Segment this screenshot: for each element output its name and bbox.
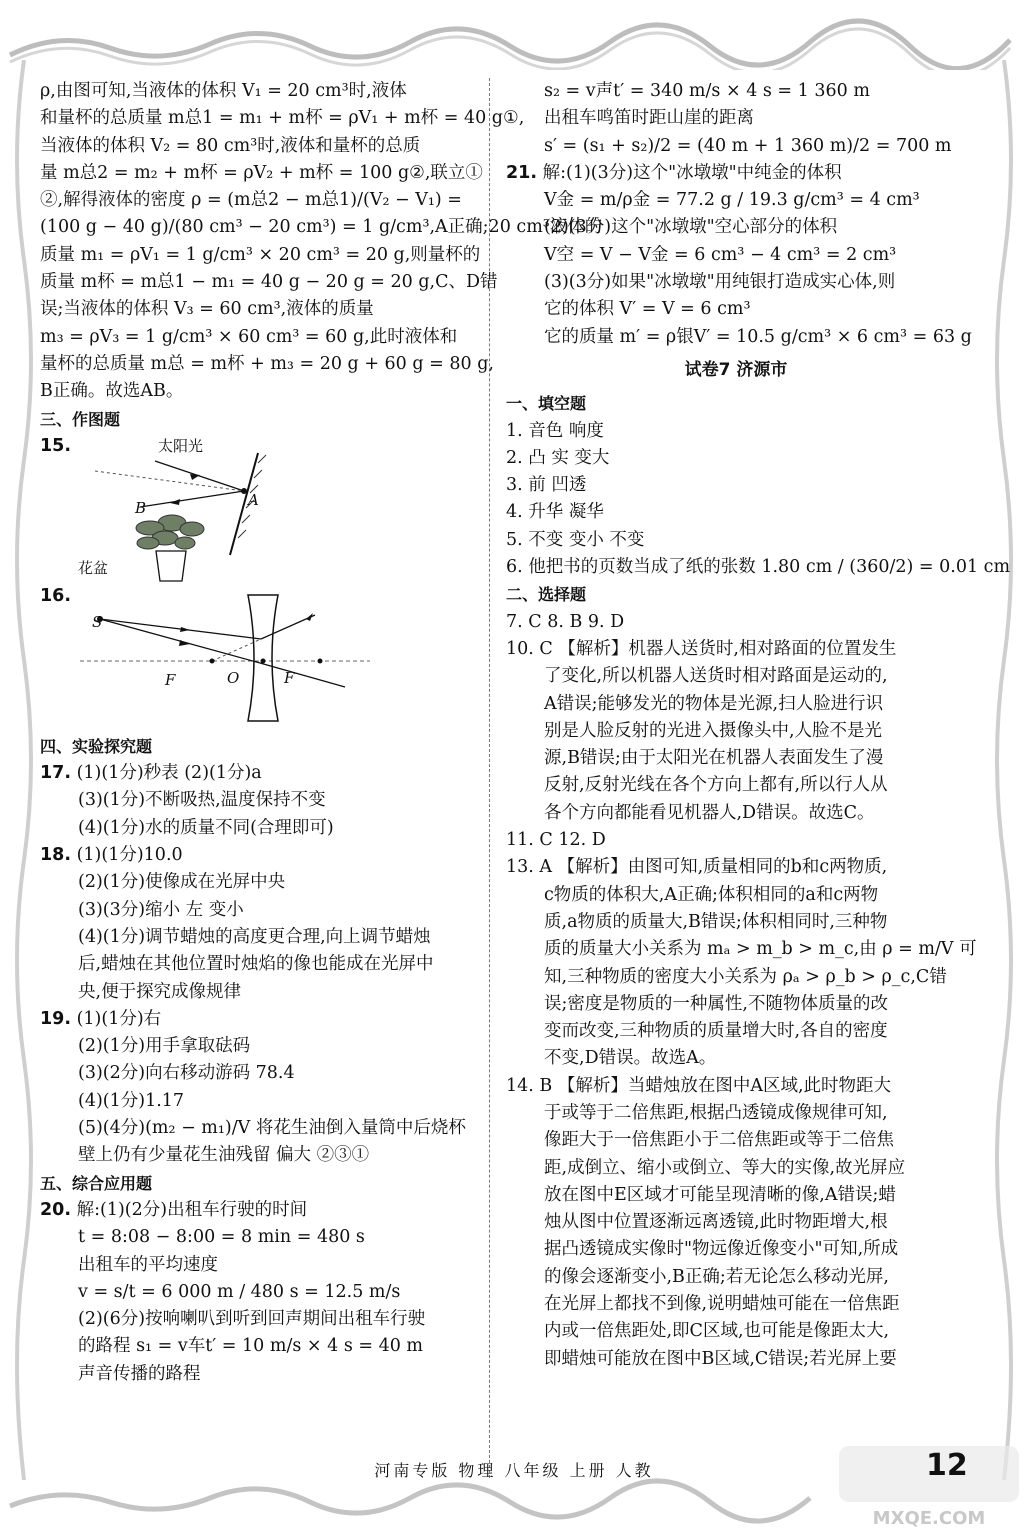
question-number: 15. xyxy=(40,435,72,456)
answer-text: 烛从图中位置逐渐远离透镜,此时物距增大,根 xyxy=(544,1212,888,1233)
figure-15 xyxy=(40,433,472,583)
answer-text: (3)(3分)缩小 左 变小 xyxy=(78,899,244,920)
answer-text: (1)(1分)秒表 (2)(1分)a xyxy=(76,763,262,784)
answer-text: 它的体积 V′ = V = 6 cm³ xyxy=(544,299,751,320)
question-number: 20. xyxy=(40,1199,72,1220)
answer-text: (2)(1分)用手拿取砝码 xyxy=(78,1036,251,1057)
answer-text: (4)(1分)调节蜡烛的高度更合理,向上调节蜡烛 xyxy=(78,926,431,947)
answer-text: 量 m总2 = m₂ + m杯 = ρV₂ + m杯 = 100 g②,联立① xyxy=(40,162,483,183)
answer-text: s₂ = v声t′ = 340 m/s × 4 s = 1 360 m xyxy=(544,81,870,101)
answer-text: 6. 他把书的页数当成了纸的张数 1.80 cm / (360/2) = 0.01 cm xyxy=(506,557,1011,578)
section-heading: 三、作图题 xyxy=(40,409,121,429)
answer-text: v = s/t = 6 000 m / 480 s = 12.5 m/s xyxy=(78,1281,401,1302)
answer-text: 和量杯的总质量 m总1 = m₁ + m杯 = ρV₁ + m杯 = 40 g①, xyxy=(40,108,525,129)
answer-text: 知,三种物质的密度大小关系为 ρₐ > ρ_b > ρ_c,C错 xyxy=(544,966,947,987)
answer-text: (5)(4分)(m₂ − m₁)/V 将花生油倒入量筒中后烧杯 xyxy=(78,1118,466,1139)
answer-text: 误;密度是物质的一种属性,不随物体质量的改 xyxy=(544,993,888,1014)
answer-text: 3. 前 凹透 xyxy=(506,475,587,496)
focus-right-label: F xyxy=(284,668,295,687)
answer-text: 内或一倍焦距处,即C区域,也可能是像距太大, xyxy=(544,1321,890,1342)
answer-text: 当液体的体积 V₂ = 80 cm³时,液体和量杯的总质 xyxy=(40,135,421,156)
answer-text: (2)(1分)使像成在光屏中央 xyxy=(78,872,286,893)
answer-text: 出租车的平均速度 xyxy=(78,1254,218,1275)
answer-text: 的路程 s₁ = v车t′ = 10 m/s × 4 s = 40 m xyxy=(78,1336,424,1357)
answer-text: 它的质量 m′ = ρ银V′ = 10.5 g/cm³ × 6 cm³ = 63 g xyxy=(544,326,972,347)
answer-text: (2)(3分)这个"冰墩墩"空心部分的体积 xyxy=(544,217,838,238)
answer-text: 壁上仍有少量花生油残留 偏大 ②③① xyxy=(78,1145,370,1166)
question-number: 18. xyxy=(40,845,72,866)
answer-text: s′ = (s₁ + s₂)/2 = (40 m + 1 360 m)/2 = 700 m xyxy=(544,135,952,156)
answer-text: 了变化,所以机器人送货时相对路面是运动的, xyxy=(544,666,888,687)
answer-text: 5. 不变 变小 不变 xyxy=(506,529,645,550)
answer-text: 1. 音色 响度 xyxy=(506,420,604,441)
answer-text: (4)(1分)1.17 xyxy=(78,1090,185,1111)
point-s-label: S xyxy=(92,612,103,631)
answer-text: (100 g − 40 g)/(80 cm³ − 20 cm³) = 1 g/cm³,A正确;20 cm³液体的 xyxy=(40,217,603,238)
section-heading: 五、综合应用题 xyxy=(40,1173,153,1193)
answer-text: 别是人脸反射的光进入摄像头中,人脸不是光 xyxy=(544,720,883,741)
answer-text: 像距大于一倍焦距小于二倍焦距或等于二倍焦 xyxy=(544,1130,894,1151)
question-number: 17. xyxy=(40,763,72,784)
answer-text: 误;当液体的体积 V₃ = 60 cm³,液体的质量 xyxy=(40,299,374,320)
decorative-top-border xyxy=(0,0,1028,70)
section-heading: 一、填空题 xyxy=(506,394,587,414)
answer-text: ρ,由图可知,当液体的体积 V₁ = 20 cm³时,液体 xyxy=(40,81,407,101)
answer-text: (1)(1分)右 xyxy=(76,1008,162,1029)
point-b-label: B xyxy=(135,498,147,517)
question-number: 16. xyxy=(40,585,72,606)
question-number: 19. xyxy=(40,1008,72,1029)
answer-text: 解:(1)(3分)这个"冰墩墩"中纯金的体积 xyxy=(542,162,842,183)
answer-text: 质,a物质的质量大,B错误;体积相同时,三种物 xyxy=(544,911,888,932)
optical-center-label: O xyxy=(227,668,240,687)
answer-text: (1)(1分)10.0 xyxy=(76,845,183,866)
answer-text: 的像会逐渐变小,B正确;若无论怎么移动光屏, xyxy=(544,1266,889,1287)
answer-text: 在光屏上都找不到像,说明蜡烛可能在一倍焦距 xyxy=(544,1294,900,1315)
answer-text: 放在图中E区域才可能呈现清晰的像,A错误;蜡 xyxy=(544,1184,896,1205)
answer-text: t = 8:08 − 8:00 = 8 min = 480 s xyxy=(78,1227,365,1248)
answer-text: 量杯的总质量 m总 = m杯 + m₃ = 20 g + 60 g = 80 g, xyxy=(40,353,494,374)
answer-text: 距,成倒立、缩小或倒立、等大的实像,故光屏应 xyxy=(544,1157,906,1178)
answer-text: V金 = m/ρ金 = 77.2 g / 19.3 g/cm³ = 4 cm³ xyxy=(544,190,920,211)
answer-text: 各个方向都能看见机器人,D错误。故选C。 xyxy=(544,802,875,823)
answer-text: (3)(2分)向右移动游码 78.4 xyxy=(78,1063,295,1084)
page-footer: 河南专版 物理 八年级 上册 人教 xyxy=(374,1461,654,1480)
answer-text: 源,B错误;由于太阳光在机器人表面发生了漫 xyxy=(544,748,884,769)
svg-text:MXQE.COM: MXQE.COM xyxy=(872,1508,986,1529)
answer-text: 出租车鸣笛时距山崖的距离 xyxy=(544,108,754,129)
answer-text: 声音传播的路程 xyxy=(78,1363,201,1384)
answer-text: 据凸透镜成实像时"物远像近像变小"可知,所成 xyxy=(544,1239,899,1260)
answer-text: 14. B 【解析】当蜡烛放在图中A区域,此时物距大 xyxy=(506,1075,892,1096)
question-number: 21. xyxy=(506,162,538,183)
figure-16 xyxy=(40,583,472,733)
answer-text: (3)(1分)不断吸热,温度保持不变 xyxy=(78,790,326,811)
answer-text: V空 = V − V金 = 6 cm³ − 4 cm³ = 2 cm³ xyxy=(544,244,897,265)
section-heading: 二、选择题 xyxy=(506,585,587,605)
sunlight-label: 太阳光 xyxy=(158,436,204,455)
answer-text: (2)(6分)按响喇叭到听到回声期间出租车行驶 xyxy=(78,1309,426,1330)
answer-text: 变而改变,三种物质的质量增大时,各自的密度 xyxy=(544,1021,888,1042)
page-number: 12 xyxy=(926,1448,968,1483)
reflection-diagram xyxy=(80,433,340,583)
answer-text: 反射,反射光线在各个方向上都有,所以行人从 xyxy=(544,775,888,796)
answer-text: 质量 m₁ = ρV₁ = 1 g/cm³ × 20 cm³ = 20 g,则量杯的 xyxy=(40,244,481,265)
answer-text: B正确。故选AB。 xyxy=(40,381,184,402)
answer-text: 10. C 【解析】机器人送货时,相对路面的位置发生 xyxy=(506,638,897,659)
answer-text: ②,解得液体的密度 ρ = (m总2 − m总1)/(V₂ − V₁) = xyxy=(40,190,462,211)
answer-text: c物质的体积大,A正确;体积相同的a和c两物 xyxy=(544,884,879,905)
answer-text: 质的质量大小关系为 mₐ > m_b > m_c,由 ρ = m/V 可 xyxy=(544,939,977,960)
decorative-right-border xyxy=(986,60,1026,1480)
answer-text: 4. 升华 凝华 xyxy=(506,502,604,523)
answer-text: 11. C 12. D xyxy=(506,830,606,851)
answer-text: (3)(3分)如果"冰墩墩"用纯银打造成实心体,则 xyxy=(544,272,896,293)
answer-text: 质量 m杯 = m总1 − m₁ = 40 g − 20 g = 20 g,C、D错 xyxy=(40,272,498,293)
flowerpot-label: 花盆 xyxy=(78,558,109,577)
answer-text: A错误;能够发光的物体是光源,扫人脸进行识 xyxy=(544,693,884,714)
answer-text: 央,便于探究成像规律 xyxy=(78,981,242,1002)
answer-text: 2. 凸 实 变大 xyxy=(506,447,610,468)
exam-title: 试卷7 济源市 xyxy=(684,359,788,380)
answer-text: 不变,D错误。故选A。 xyxy=(544,1048,717,1069)
answer-text: 即蜡烛可能放在图中B区域,C错误;若光屏上要 xyxy=(544,1348,897,1369)
answer-text: 解:(1)(2分)出租车行驶的时间 xyxy=(76,1199,308,1220)
point-a-label: A xyxy=(248,490,259,509)
right-column xyxy=(506,78,1011,1373)
concave-lens-diagram xyxy=(80,593,380,733)
answer-text: 13. A 【解析】由图可知,质量相同的b和c两物质, xyxy=(506,857,888,878)
answer-text: 后,蜡烛在其他位置时烛焰的像也能成在光屏中 xyxy=(78,954,434,975)
answer-text: 于或等于二倍焦距,根据凸透镜成像规律可知, xyxy=(544,1102,888,1123)
answer-text: m₃ = ρV₃ = 1 g/cm³ × 60 cm³ = 60 g,此时液体和 xyxy=(40,326,458,347)
focus-left-label: F xyxy=(165,670,176,689)
answer-text: (4)(1分)水的质量不同(合理即可) xyxy=(78,817,334,838)
decorative-left-border xyxy=(2,60,42,1480)
section-heading: 四、实验探究题 xyxy=(40,736,153,756)
answer-text: 7. C 8. B 9. D xyxy=(506,611,625,632)
